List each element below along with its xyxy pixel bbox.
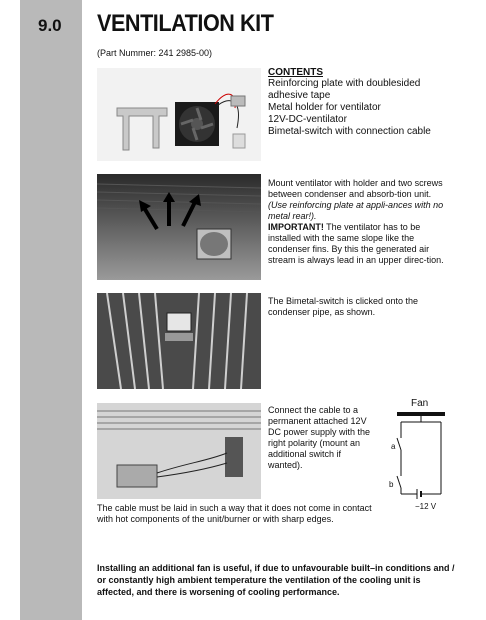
fan-symbol	[397, 412, 445, 416]
contents-item: Bimetal-switch with connection cable	[268, 126, 431, 137]
connection-instructions: Connect the cable to a permanent attached 12V DC power supply with the right polarity (mount an additional switch if wanted).	[268, 405, 371, 470]
contents-item: Reinforcing plate with doublesided	[268, 78, 421, 89]
mounting-illustration	[97, 174, 261, 280]
contents-list	[268, 78, 468, 138]
cable-connection-photo	[97, 403, 261, 499]
switch-a-symbol	[397, 438, 401, 450]
switch-a-label: a	[391, 442, 396, 451]
contents-item: 12V-DC-ventilator	[268, 114, 347, 125]
bimetal-switch-illustration	[97, 293, 261, 389]
mounting-instructions	[268, 178, 448, 266]
page-title: VENTILATION KIT	[97, 10, 274, 37]
mounting-photo	[97, 174, 261, 280]
bimetal-instructions: The Bimetal-switch is clicked onto the condenser pipe, as shown.	[268, 296, 419, 317]
kit-components-illustration	[97, 68, 261, 161]
footer-note: Installing an additional fan is useful, if due to unfavourable built–in conditions and / or constantly high ambient temperature the ventilation of the cooling unit is affected, and there is worsening of cooling performance.	[97, 563, 455, 597]
cable-note: The cable must be laid in such a way that it does not come in contact with hot components of the unit/burner or with sharp edges.	[97, 503, 372, 524]
wiring-diagram-svg	[375, 398, 470, 516]
important-text: The ventilator has to be installed with the same slope like the condenser fins. By this the generated air stream is always lead in an upper direc-tion.	[268, 222, 444, 265]
important-label: IMPORTANT!	[268, 222, 324, 232]
kit-components-photo	[97, 68, 261, 161]
switch-b-symbol	[397, 476, 401, 488]
contents-heading: CONTENTS	[268, 67, 323, 78]
voltage-label: −12 V	[415, 502, 437, 511]
contents-section	[268, 67, 468, 138]
part-number: (Part Nummer: 241 2985-00)	[97, 48, 213, 58]
wiring-diagram	[375, 398, 470, 516]
switch-b-label: b	[389, 480, 394, 489]
section-sidebar	[20, 0, 82, 620]
cable-connection-illustration	[97, 403, 261, 499]
section-number: 9.0	[38, 16, 62, 35]
mounting-note: (Use reinforcing plate at appli-ances with no metal rear!).	[268, 200, 444, 221]
fan-label: Fan	[411, 398, 429, 409]
contents-item: adhesive tape	[268, 90, 331, 101]
contents-item: Metal holder for ventilator	[268, 102, 381, 113]
mounting-text: Mount ventilator with holder and two screws between condenser and absorb-tion unit.	[268, 178, 443, 199]
bimetal-switch-photo	[97, 293, 261, 389]
